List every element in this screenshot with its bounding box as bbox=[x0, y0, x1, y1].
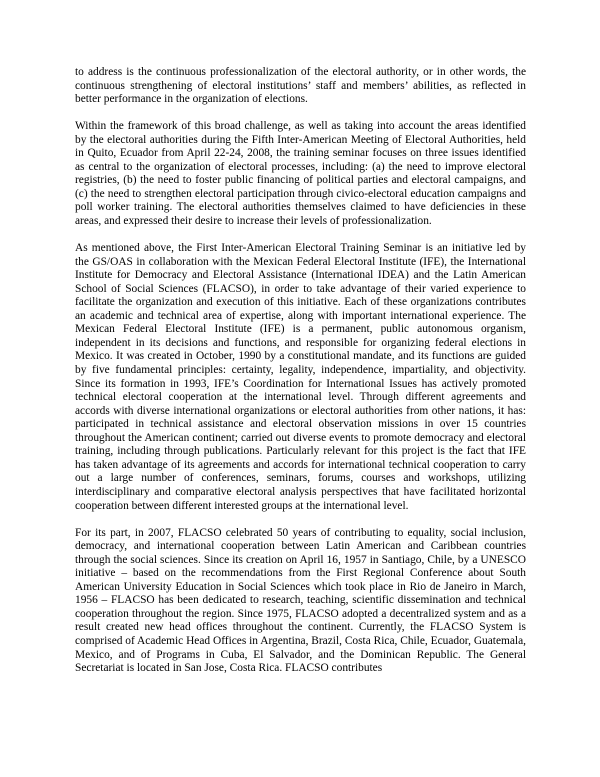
paragraph-training-seminar-focus: Within the framework of this broad challenge, as well as taking into account the areas identified by the electoral authorities during the Fifth Inter-American Meeting of Electoral Authorities, held in Quito, Ecuador from April 22-24, 2008, the training seminar focuses on three issues identified as central to the organization of electoral processes, including: (a) the need to improve electoral registries, (b) the need to foster public financing of political parties and electoral campaigns, and (c) the need to strengthen electoral participation through civico-electoral education campaigns and poll worker training. The electoral authorities themselves claimed to have deficiencies in these areas, and expressed their desire to increase their levels of professionalization. bbox=[75, 120, 526, 228]
paragraph-flacso-description: For its part, in 2007, FLACSO celebrated 50 years of contributing to equality, social inclusion, democracy, and international cooperation between Latin American and Caribbean countries through the social sciences. Since its creation on April 16, 1957 in Santiago, Chile, by a UNESCO initiative – based on the recommendations from the First Regional Conference about South American University Education in Social Sciences which took place in Rio de Janeiro in March, 1956 – FLACSO has been dedicated to research, teaching, scientific dissemination and technical cooperation throughout the region. Since 1975, FLACSO adopted a decentralized system and as a result created new head offices throughout the continent. Currently, the FLACSO System is comprised of Academic Head Offices in Argentina, Brazil, Costa Rica, Chile, Ecuador, Guatemala, Mexico, and of Programs in Cuba, El Salvador, and the Dominican Republic. The General Secretariat is located in San Jose, Costa Rica. FLACSO contributes bbox=[75, 526, 526, 675]
document-page bbox=[75, 66, 526, 689]
paragraph-professionalization: to address is the continuous professionalization of the electoral authority, or in other words, the continuous strengthening of electoral institutions’ staff and members’ abilities, as reflected in better performance in the organization of elections. bbox=[75, 66, 526, 106]
paragraph-ife-description: As mentioned above, the First Inter-American Electoral Training Seminar is an initiative led by the GS/OAS in collaboration with the Mexican Federal Electoral Institute (IFE), the International Institute for Democracy and Electoral Assistance (International IDEA) and the Latin American School of Social Sciences (FLACSO), in order to take advantage of their varied experience to facilitate the organization and execution of this initiative. Each of these organizations contributes an academic and technical area of expertise, along with important international experience. The Mexican Federal Electoral Institute (IFE) is a permanent, public autonomous organism, independent in its decisions and functions, and responsible for organizing federal elections in Mexico. It was created in October, 1990 by a constitutional mandate, and its functions are guided by five fundamental principles: certainty, legality, independence, impartiality, and objectivity. Since its formation in 1993, IFE’s Coordination for International Issues has actively promoted technical electoral cooperation at the international level. Through different agreements and accords with diverse international organizations or electoral authorities from other nations, it has: participated in technical assistance and electoral observation missions in over 15 countries throughout the American continent; carried out diverse events to promote democracy and electoral training, including through publications. Particularly relevant for this project is the fact that IFE has taken advantage of its agreements and accords for international technical cooperation to carry out a large number of conferences, seminars, forums, courses and workshops, utilizing interdisciplinary and comparative electoral analysis perspectives that have facilitated horizontal cooperation between different interested groups at the international level. bbox=[75, 242, 526, 512]
